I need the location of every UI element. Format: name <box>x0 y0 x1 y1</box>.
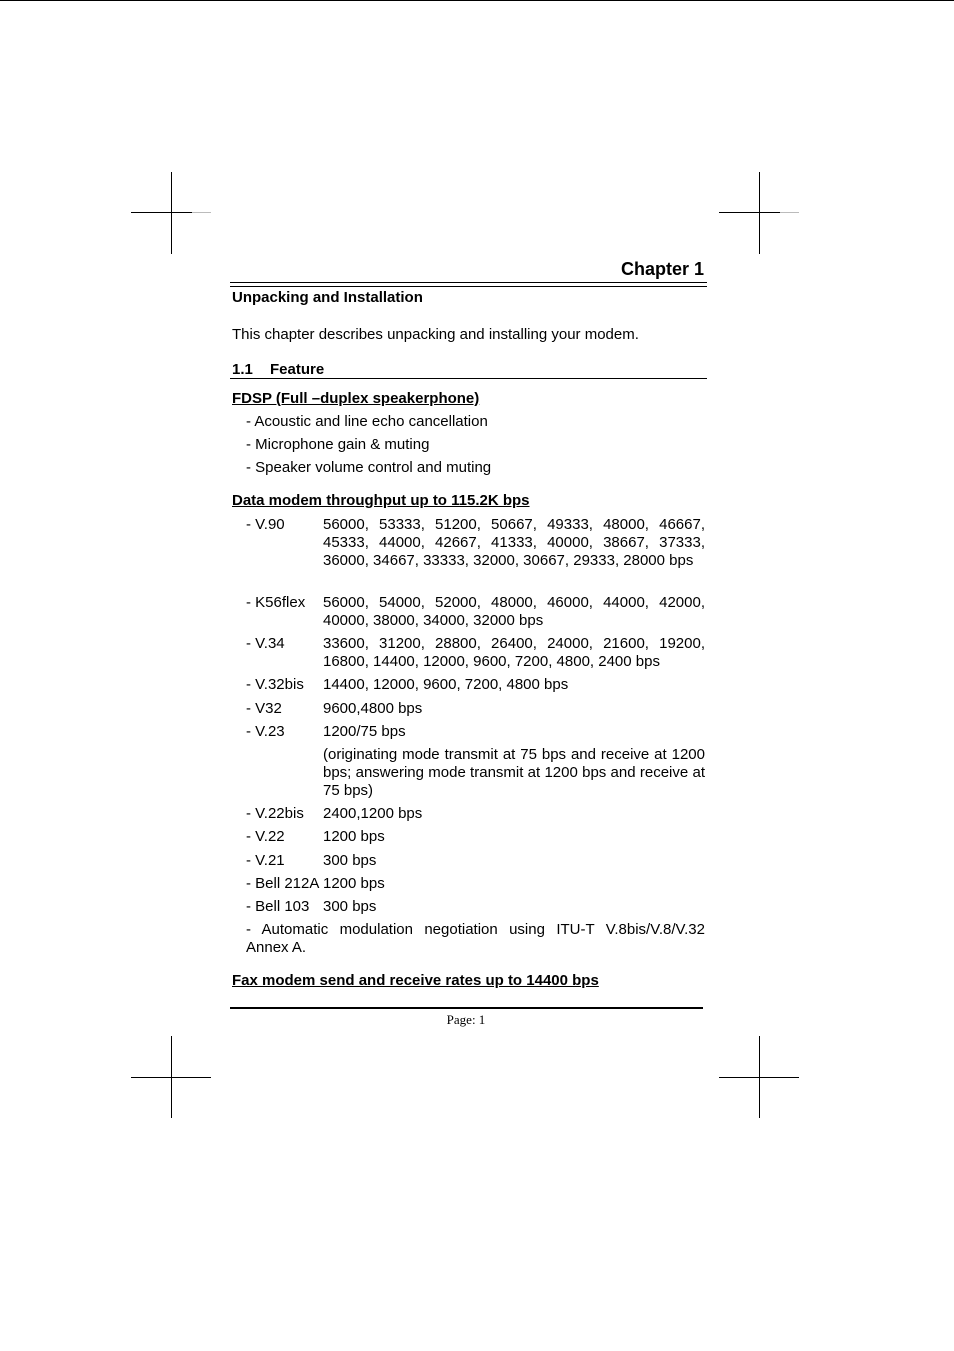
section-number: 1.1 <box>232 361 253 378</box>
spec-label: - V.32bis <box>246 676 304 693</box>
spec-label: - V.22bis <box>246 805 304 822</box>
auto-negotiation-item: - Automatic modulation negotiation using ITU-T V.8bis/V.8/V.32 Annex A. <box>246 921 705 956</box>
chapter-subtitle: Unpacking and Installation <box>232 289 423 306</box>
fdsp-item: - Acoustic and line echo cancellation <box>246 413 488 430</box>
spec-value: 300 bps <box>323 852 377 869</box>
footer-rule <box>230 1007 703 1009</box>
intro-paragraph: This chapter describes unpacking and installing your modem. <box>232 326 639 343</box>
spec-label: - V.22 <box>246 828 285 845</box>
section-rule <box>230 378 707 379</box>
spec-value: 300 bps <box>323 898 377 915</box>
spec-label: - V.23 <box>246 723 285 740</box>
spec-label: - Bell 212A <box>246 875 320 892</box>
spec-value: 1200/75 bps <box>323 723 406 740</box>
section-title: Feature <box>270 361 325 378</box>
data-modem-heading: Data modem throughput up to 115.2K bps <box>232 492 530 509</box>
fdsp-heading: FDSP (Full –duplex speakerphone) <box>232 390 480 407</box>
crop-mark-top-left-vertical <box>171 172 172 254</box>
spec-value: 56000, 53333, 51200, 50667, 49333, 48000, 46667, 45333, 44000, 42667, 41333, 40000, 38667, 37333, 36000, 34667, 33333, 32000, 30667, 29333, 28000 bps <box>323 516 705 569</box>
chapter-rule <box>230 282 707 287</box>
spec-value: 14400, 12000, 9600, 7200, 4800 bps <box>323 676 569 693</box>
spec-value: 1200 bps <box>323 875 385 892</box>
crop-mark-top-right-horizontal <box>719 212 780 213</box>
spec-value: 9600,4800 bps <box>323 700 423 717</box>
spec-label: - V32 <box>246 700 282 717</box>
spec-label: - V.34 <box>246 635 285 652</box>
fdsp-item: - Microphone gain & muting <box>246 436 430 453</box>
spec-label: - V.90 <box>246 516 285 533</box>
spec-value: 2400,1200 bps <box>323 805 423 822</box>
top-border <box>0 0 954 1</box>
spec-value: (originating mode transmit at 75 bps and receive at 1200 bps; answering mode transmit at 1200 bps and receive at 75 bps) <box>323 746 705 799</box>
crop-mark-bottom-right-horizontal <box>719 1077 799 1078</box>
crop-mark-top-right-horizontal-tail <box>780 212 799 213</box>
crop-mark-top-right-vertical <box>759 172 760 254</box>
spec-value: 1200 bps <box>323 828 385 845</box>
spec-label: - Bell 103 <box>246 898 310 915</box>
spec-value: 56000, 54000, 52000, 48000, 46000, 44000, 42000, 40000, 38000, 34000, 32000 bps <box>323 594 705 629</box>
spec-label: - K56flex <box>246 594 306 611</box>
spec-label: - V.21 <box>246 852 285 869</box>
crop-mark-bottom-left-horizontal <box>131 1077 211 1078</box>
crop-mark-top-left-horizontal-tail <box>192 212 211 213</box>
fax-heading: Fax modem send and receive rates up to 14400 bps <box>232 972 599 989</box>
fdsp-item: - Speaker volume control and muting <box>246 459 492 476</box>
spec-value: 33600, 31200, 28800, 26400, 24000, 21600, 19200, 16800, 14400, 12000, 9600, 7200, 4800, 2400 bps <box>323 635 705 670</box>
page-number: Page: 1 <box>446 1012 486 1027</box>
chapter-title: Chapter 1 <box>620 259 704 279</box>
crop-mark-top-left-horizontal <box>131 212 192 213</box>
